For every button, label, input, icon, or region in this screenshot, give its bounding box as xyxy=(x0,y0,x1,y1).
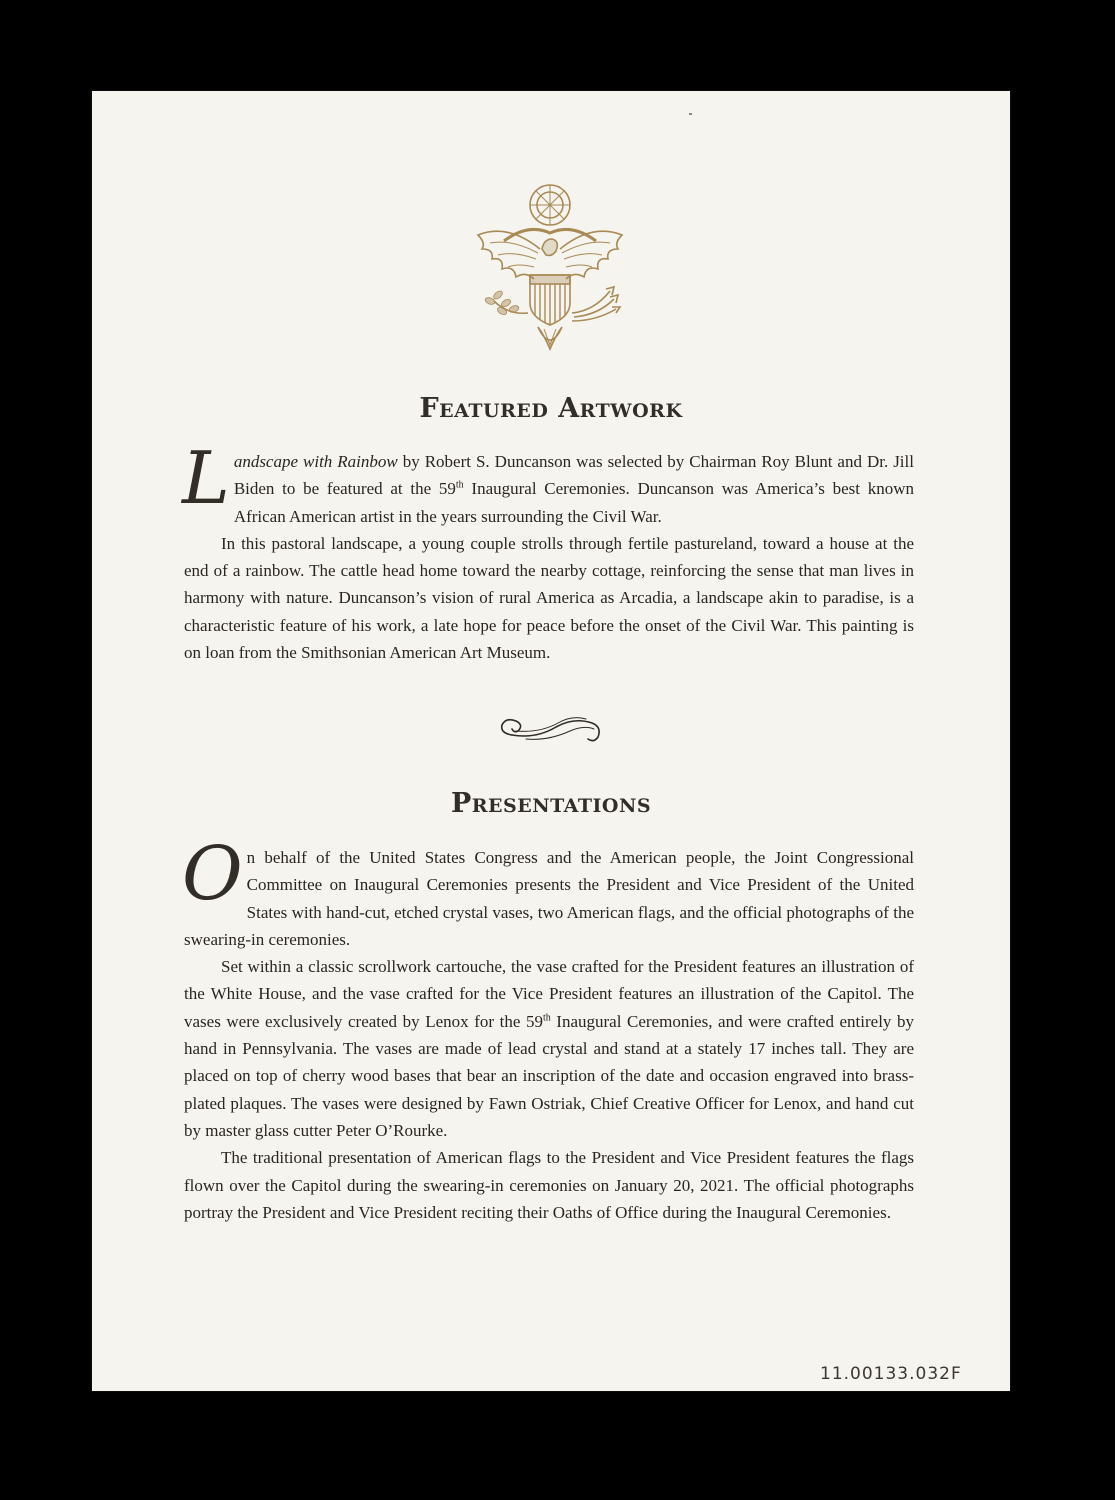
presentations-paragraph-1 xyxy=(182,831,914,953)
presentations-paragraph-2 xyxy=(184,953,914,1144)
featured-paragraph-2: In this pastoral landscape, a young couple strolls through fertile pastureland, toward a house at the end of a rainbow. The cattle head home toward the nearby cottage, reinforcing the sense that man lives in harmony with nature. Duncanson’s vision of rural America as Arcadia, a landscape akin to paradise, is a characteristic feature of his work, a late hope for peace before the onset of the Civil War. This painting is on loan from the Smithsonian American Art Museum. xyxy=(184,533,914,663)
featured-p1-end: Inaugural Ceremonies. Duncanson was America’s best known African American artist in the years surrounding the Civil War. xyxy=(233,479,914,526)
drop-cap: O xyxy=(182,831,243,917)
scroll-flourish-icon xyxy=(496,709,604,747)
presentations-heading: Presentations xyxy=(450,788,652,819)
catalog-number: 11.00133.032F xyxy=(820,1364,962,1384)
featured-p1-text: by Robert S. Duncanson was selected by Chairman Roy Blunt and Dr. Jill Biden to be featured at the 59 xyxy=(233,452,914,499)
presentations-paragraph-3: The traditional presentation of American flags to the President and Vice President features the flags flown over the Capitol during the swearing-in ceremonies on January 20, 2021. The official photographs portray the President and Vice President reciting their Oaths of Office during the Inaugural Ceremonies. xyxy=(184,1148,914,1222)
featured-paragraph-1 xyxy=(182,436,914,530)
ordinal-suffix: th xyxy=(542,1012,551,1024)
featured-artwork-heading: Featured Artwork xyxy=(419,393,683,424)
presentations-p2-end: Inaugural Ceremonies, and were crafted entirely by hand in Pennsylvania. The vases are made of lead crystal and stand at a stately 17 inches tall. They are placed on top of cherry wood bases that bear an inscription of the date and occasion engraved into brass-plated plaques. The vases were designed by Fawn Ostriak, Chief Creative Officer for Lenox, and hand cut by master glass cutter Peter O’Rourke. xyxy=(184,1011,915,1140)
program-page xyxy=(92,91,1010,1391)
presentations-p2-start: Set within a classic scrollwork cartouche, the vase crafted for the President features an illustration of the White House, and the vase crafted for the Vice President features an illustration of the Capitol. The vases were exclusively created by Lenox for the 59 xyxy=(184,957,914,1031)
presentations-text xyxy=(182,831,915,1226)
drop-cap: L xyxy=(182,436,230,520)
featured-artwork-text xyxy=(182,436,914,666)
presentations-p1-text: n behalf of the United States Congress and the American people, the Joint Congressional Committee on Inaugural Ceremonies presents the President and Vice President of the United States with hand-cut, etched crystal vases, two American flags, and the official photographs of the swearing-in ceremonies. xyxy=(184,848,914,949)
artwork-title: andscape with Rainbow xyxy=(233,452,398,471)
great-seal-icon xyxy=(468,183,632,351)
ordinal-suffix: th xyxy=(455,479,464,491)
paper-speck xyxy=(689,113,692,115)
